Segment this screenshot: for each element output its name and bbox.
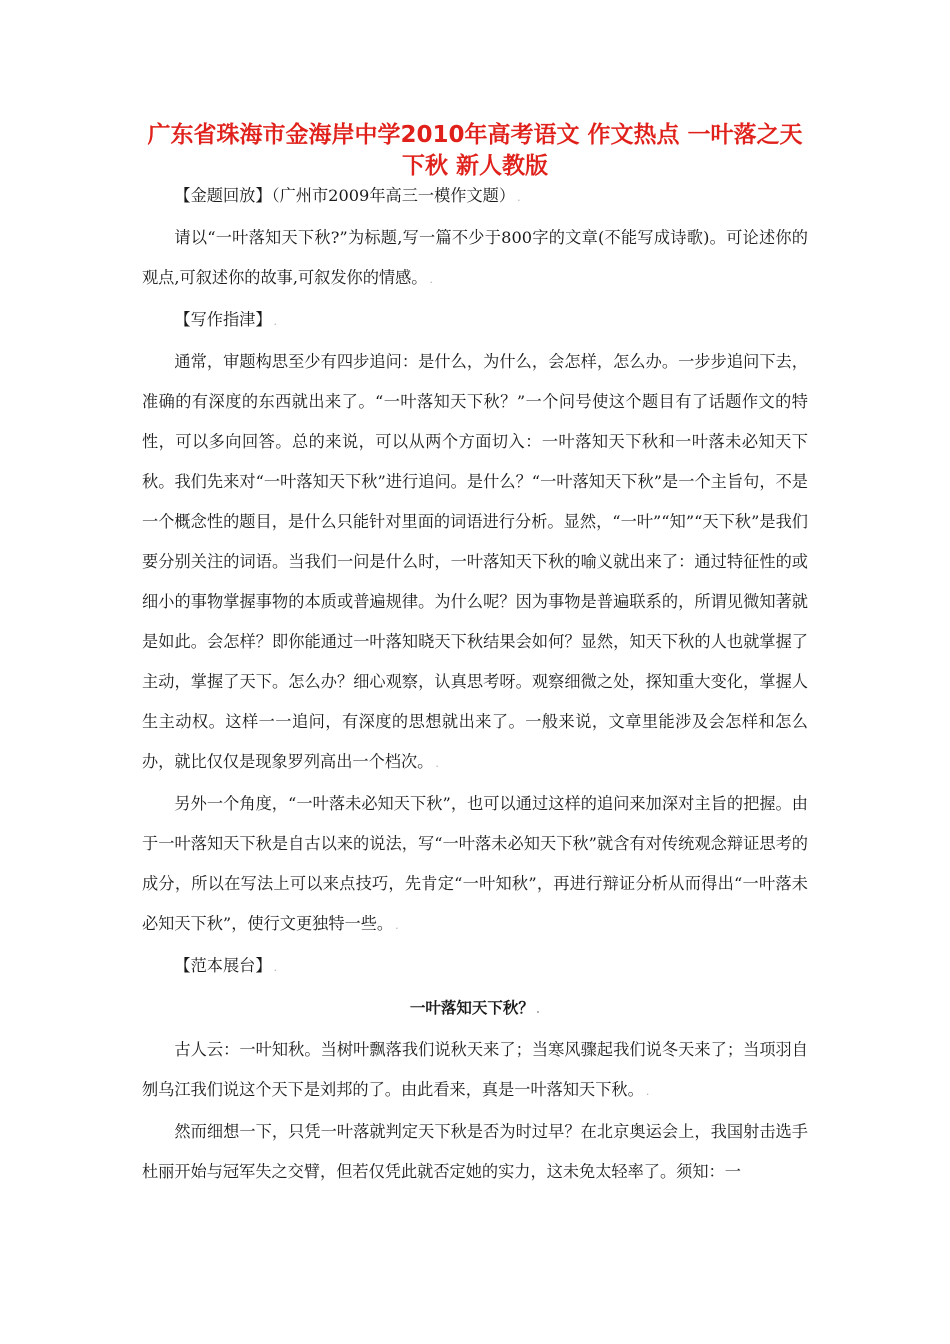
paragraph-mark: . — [429, 273, 433, 286]
question-body — [142, 218, 808, 300]
paragraph-mark: . — [273, 961, 278, 974]
document-body — [142, 176, 808, 1192]
document-title: 广东省珠海市金海岸中学2010年高考语文 作文热点 一叶落之天下秋 新人教版 — [147, 122, 803, 179]
guide-paragraph-1 — [142, 342, 808, 784]
essay-title — [142, 988, 808, 1030]
essay-paragraph-2-text: 然而细想一下，只凭一叶落就判定天下秋是否为时过早？在北京奥运会上，我国射击选手杜丽开始与冠军失之交臂，但若仅凭此就否定她的实力，这未免太轻率了。须知：一 — [142, 1122, 808, 1181]
section-question-text: 【金题回放】（广州市2009年高三一模作文题） — [174, 186, 516, 205]
section-sample-heading — [142, 946, 808, 988]
essay-paragraph-1 — [142, 1030, 808, 1112]
guide-paragraph-1-text: 通常，审题构思至少有四步追问：是什么，为什么，会怎样，怎么办。一步步追问下去，准确的有深度的东西就出来了。“一叶落知天下秋？”一个问号使这个题目有了话题作文的特性，可以多向回答。总的来说，可以从两个方面切入：一叶落知天下秋和一叶落未必知天下秋。我们先来对“一叶落知天下秋”进行追问。是什么？“一叶落知天下秋”是一个主旨句，不是一个概念性的题目，是什么只能针对里面的词语进行分析。显然，“一叶”“知”“天下秋”是我们要分别关注的词语。当我们一问是什么时，一叶落知天下秋的喻义就出来了：通过特征性的或细小的事物掌握事物的本质或普遍规律。为什么呢？因为事物是普遍联系的，所谓见微知著就是如此。会怎样？即你能通过一叶落知晓天下秋结果会如何？显然，知天下秋的人也就掌握了主动，掌握了天下。怎么办？细心观察，认真思考呀。观察细微之处，探知重大变化，掌握人生主动权。这样一一追问，有深度的思想就出来了。一般来说，文章里能涉及会怎样和怎么办，就比仅仅是现象罗列高出一个档次。 — [142, 352, 808, 771]
paragraph-mark: . — [517, 191, 521, 204]
essay-paragraph-2 — [142, 1112, 808, 1192]
guide-paragraph-2 — [142, 784, 808, 946]
paragraph-mark: . — [435, 757, 439, 770]
section-guide-text: 【写作指津】 — [174, 310, 272, 329]
section-guide-heading — [142, 300, 808, 342]
section-sample-text: 【范本展台】 — [174, 956, 272, 975]
guide-paragraph-2-text: 另外一个角度，“一叶落未必知天下秋”，也可以通过这样的追问来加深对主旨的把握。由于一叶落知天下秋是自古以来的说法，写“一叶落未必知天下秋”就含有对传统观念辩证思考的成分，所以在写法上可以来点技巧，先肯定“一叶知秋”，再进行辩证分析从而得出“一叶落未必知天下秋”，使行文更独特一些。 — [142, 794, 808, 933]
paragraph-mark: . — [645, 1085, 650, 1098]
question-body-text: 请以“一叶落知天下秋?”为标题,写一篇不少于800字的文章(不能写成诗歌)。可论述你的观点,可叙述你的故事,可叙发你的情感。 — [142, 228, 808, 287]
essay-paragraph-1-text: 古人云：一叶知秋。当树叶飘落我们说秋天来了；当寒风骤起我们说冬天来了；当项羽自刎乌江我们说这个天下是刘邦的了。由此看来，真是一叶落知天下秋。 — [142, 1040, 808, 1099]
paragraph-mark: . — [273, 315, 278, 328]
paragraph-mark: . — [535, 1003, 541, 1016]
essay-title-text: 一叶落知天下秋？ — [409, 999, 534, 1017]
paragraph-mark: . — [395, 919, 399, 932]
section-question-heading — [142, 176, 808, 218]
